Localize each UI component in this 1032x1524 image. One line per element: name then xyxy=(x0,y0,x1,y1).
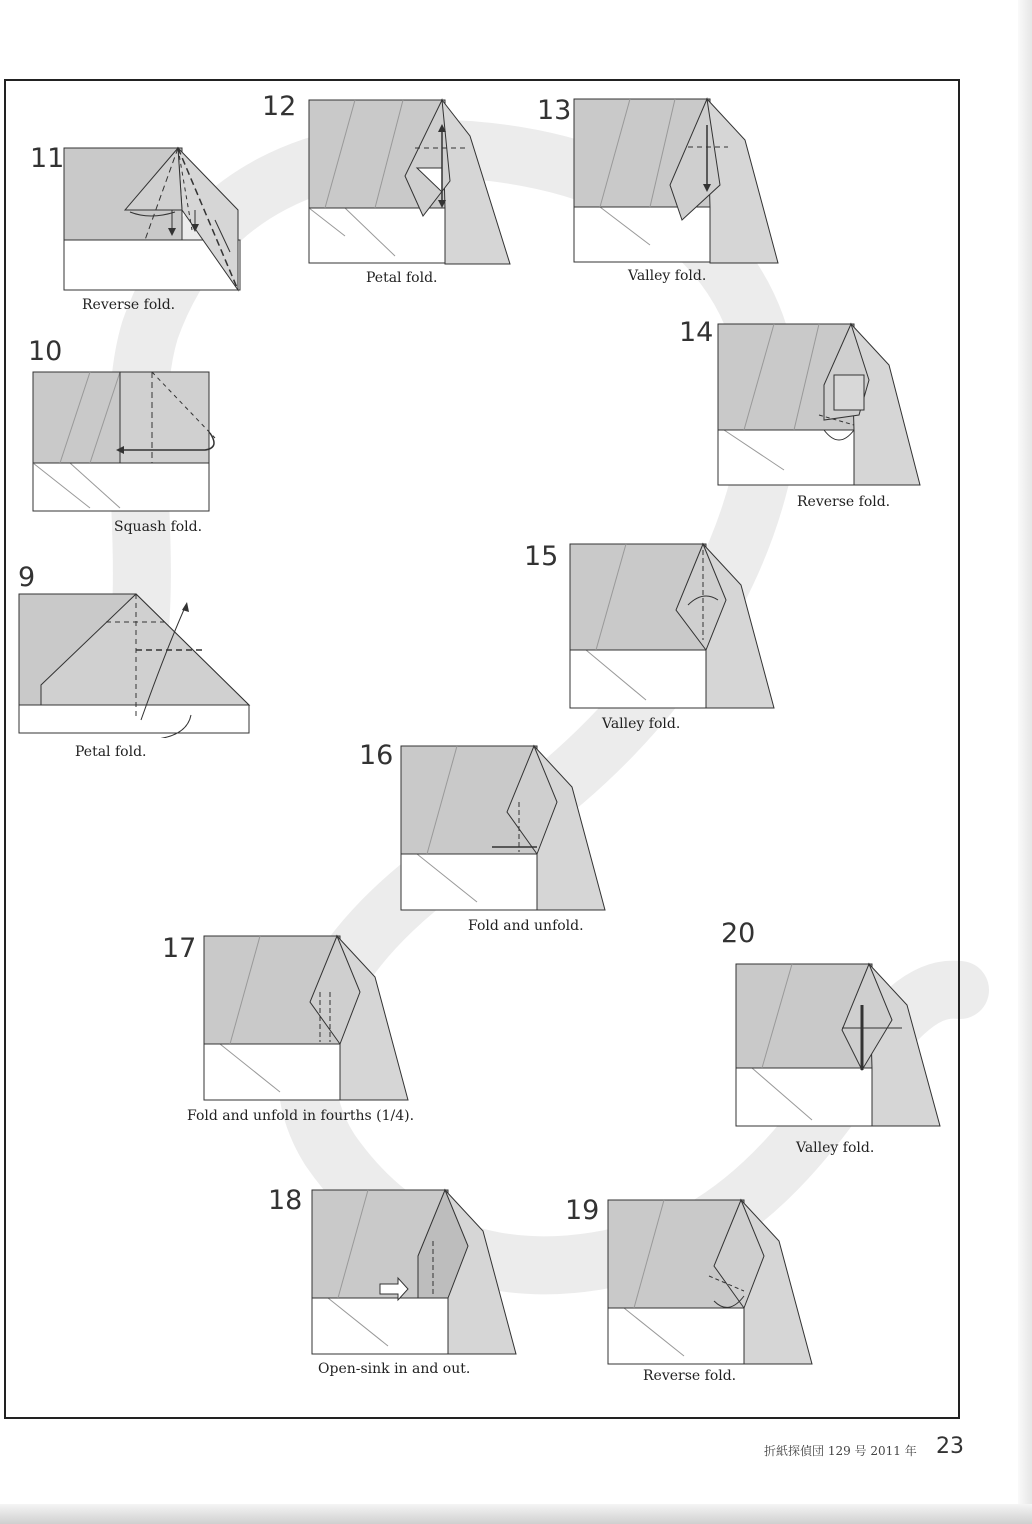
step-20-diagram xyxy=(732,960,944,1130)
step-caption: Squash fold. xyxy=(114,519,203,535)
step-number: 16 xyxy=(359,740,394,771)
step-caption: Reverse fold. xyxy=(643,1368,737,1384)
step-number: 9 xyxy=(18,562,36,593)
step-number: 20 xyxy=(721,918,756,949)
step-12-diagram xyxy=(305,96,520,271)
step-caption: Petal fold. xyxy=(366,270,438,286)
step-16-diagram xyxy=(397,742,609,914)
step-number: 12 xyxy=(262,91,297,122)
step-18-diagram xyxy=(308,1186,520,1358)
step-number: 18 xyxy=(268,1185,303,1216)
step-10-diagram xyxy=(30,368,225,518)
step-14-diagram xyxy=(714,320,926,490)
step-17-diagram xyxy=(200,932,412,1104)
step-number: 17 xyxy=(162,933,197,964)
step-9-diagram xyxy=(16,590,256,738)
page-number: 23 xyxy=(936,1434,964,1459)
step-caption: Fold and unfold in fourths (1/4). xyxy=(187,1108,415,1124)
step-15-diagram xyxy=(566,540,778,712)
step-19-diagram xyxy=(604,1196,816,1368)
step-number: 11 xyxy=(30,143,65,174)
step-number: 10 xyxy=(28,336,63,367)
step-caption: Valley fold. xyxy=(602,716,681,732)
step-caption: Petal fold. xyxy=(75,744,147,760)
step-number: 13 xyxy=(537,95,572,126)
step-13-diagram xyxy=(570,95,785,267)
step-caption: Valley fold. xyxy=(796,1140,875,1156)
step-number: 19 xyxy=(565,1195,600,1226)
step-caption: Valley fold. xyxy=(628,268,707,284)
publication-footer: 折紙探偵団 129 号 2011 年 xyxy=(764,1444,917,1458)
step-caption: Fold and unfold. xyxy=(468,918,584,934)
step-caption: Reverse fold. xyxy=(797,494,891,510)
step-caption: Open-sink in and out. xyxy=(318,1361,471,1377)
step-caption: Reverse fold. xyxy=(82,297,176,313)
step-number: 14 xyxy=(679,317,714,348)
step-number: 15 xyxy=(524,541,559,572)
step-11-diagram xyxy=(60,140,250,300)
